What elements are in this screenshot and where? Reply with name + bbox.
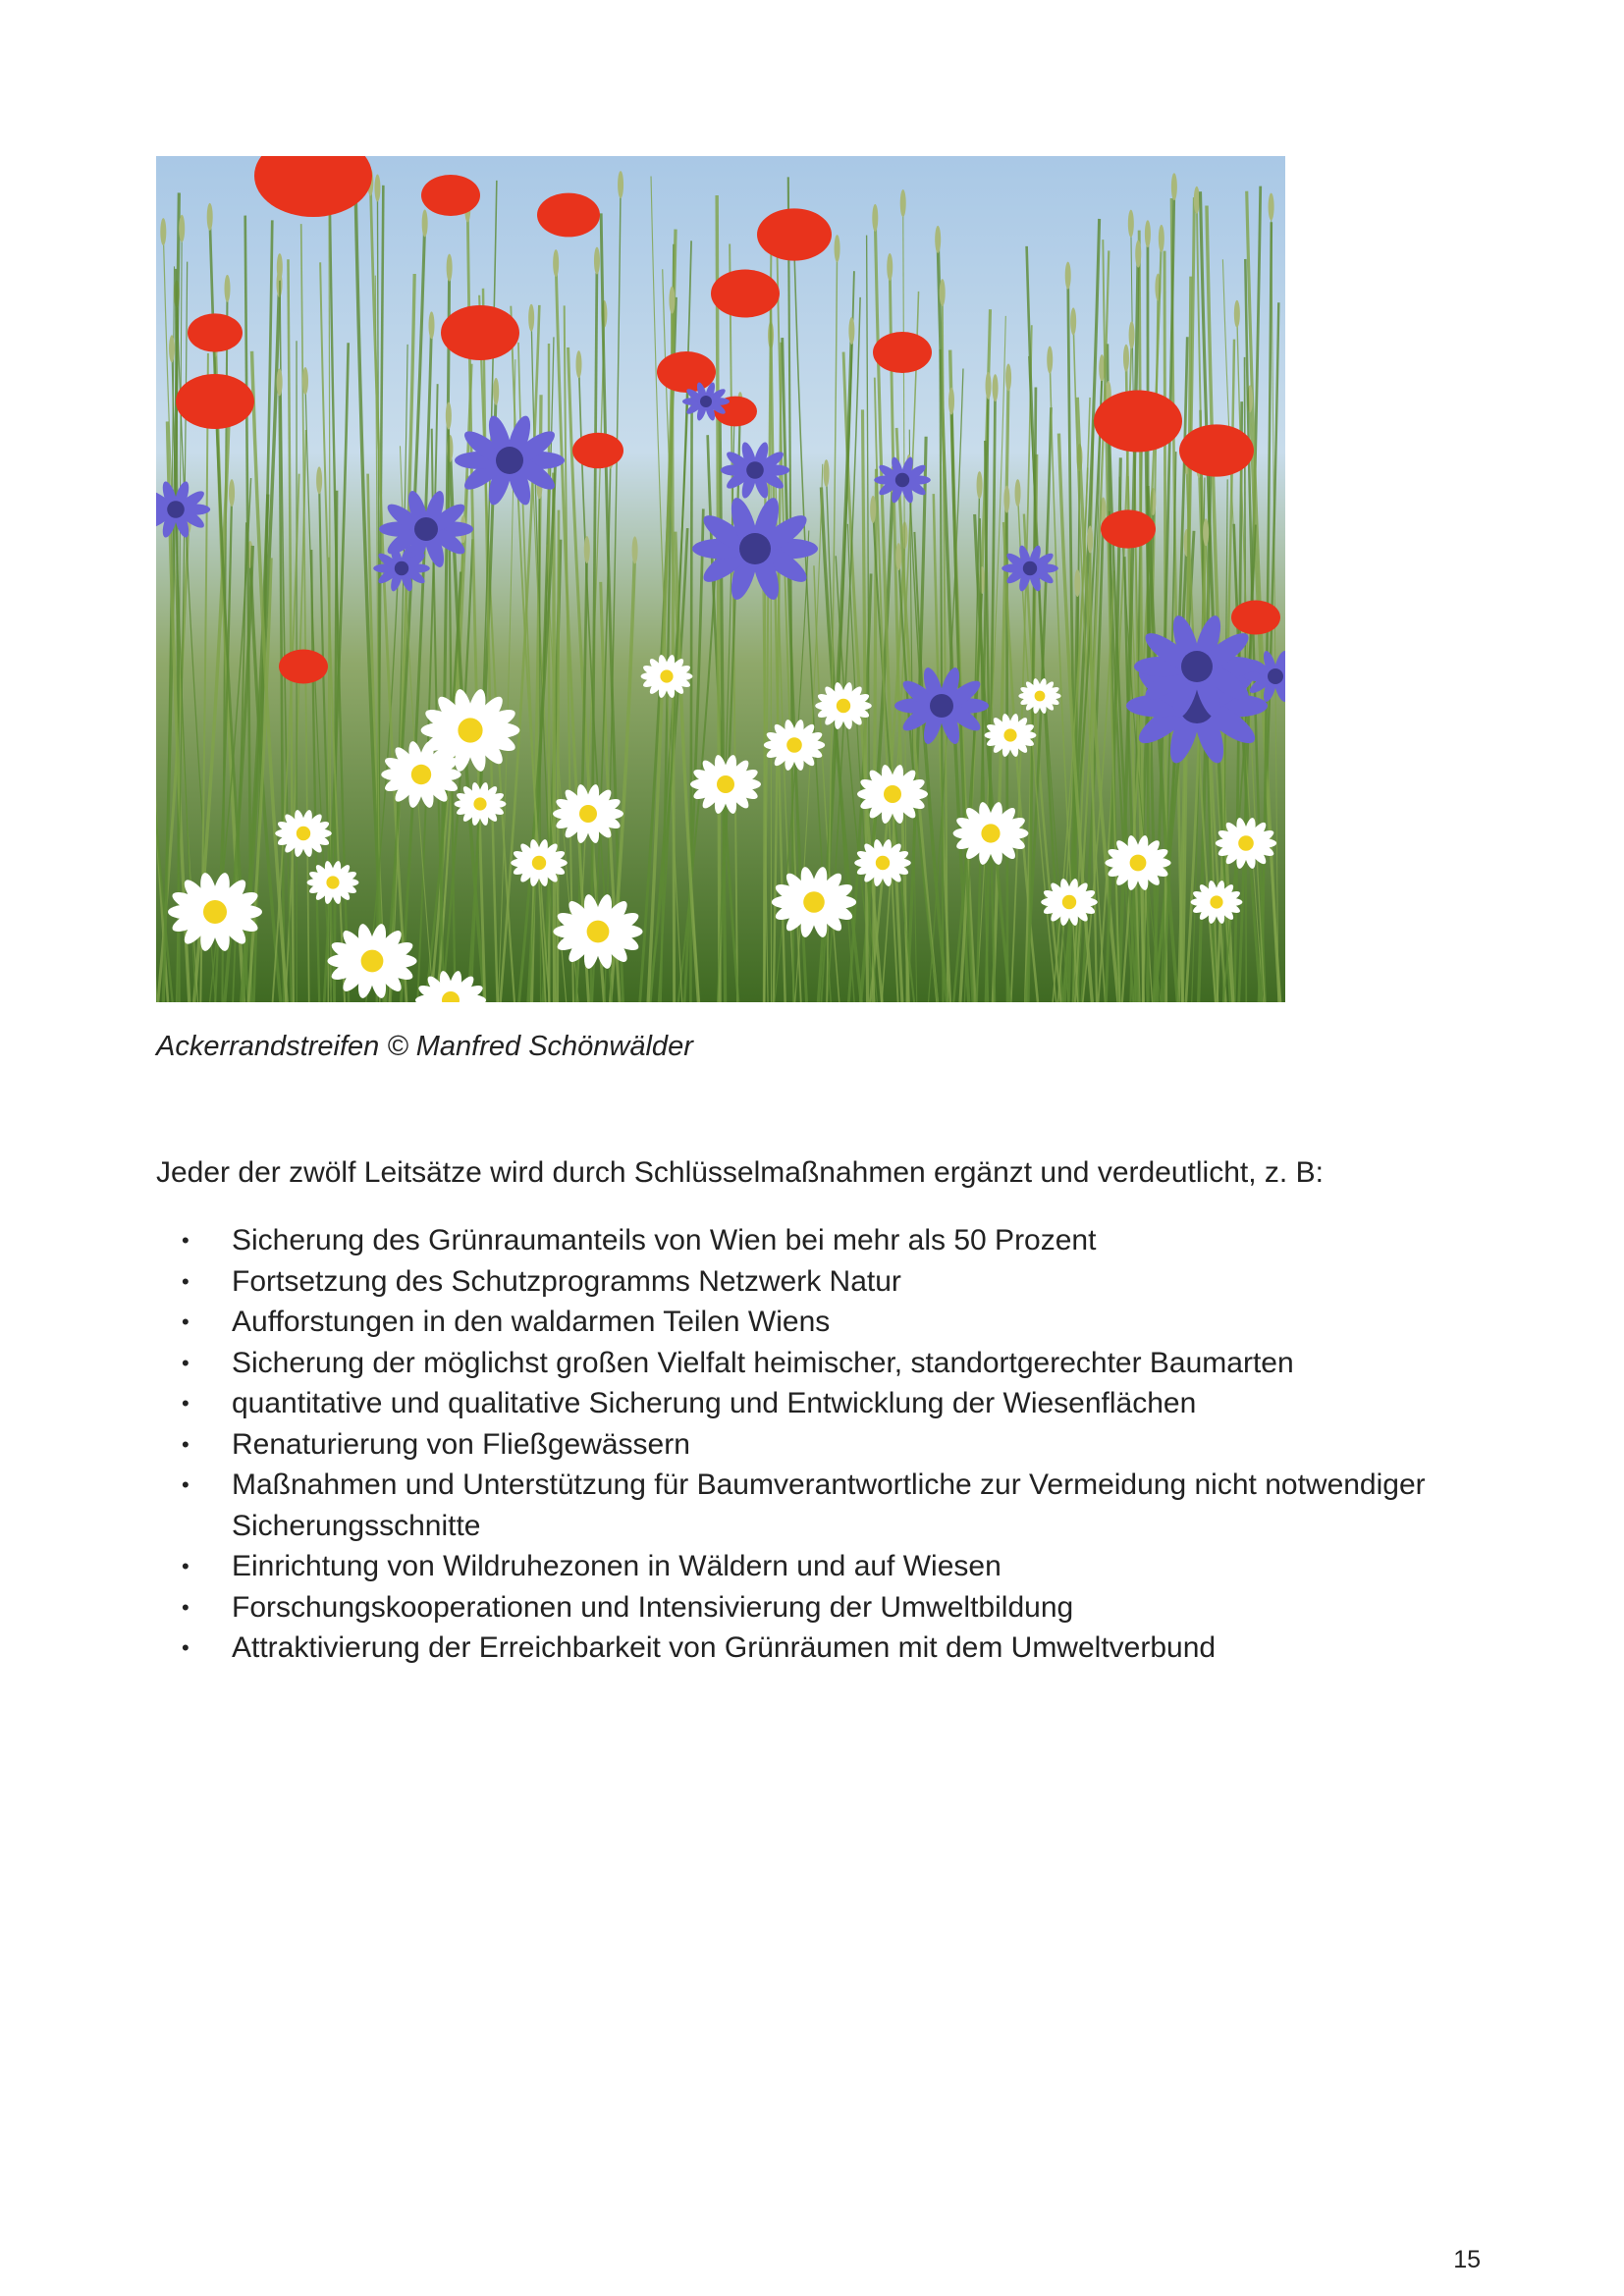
list-item — [156, 1302, 1482, 1343]
grass-ear — [835, 235, 840, 262]
figure-caption: Ackerrandstreifen © Manfred Schönwälder — [156, 1031, 693, 1062]
grass-ear — [1171, 173, 1177, 200]
grass-ear — [669, 287, 675, 314]
poppy-flower — [1094, 391, 1182, 453]
bullet-icon: • — [182, 1268, 189, 1294]
grass-ear — [1129, 321, 1135, 348]
poppy-flower — [441, 305, 519, 360]
grass-ear — [1005, 364, 1011, 392]
bullet-icon: • — [182, 1594, 189, 1620]
list-item-text: Forschungskooperationen und Intensivierung der Umweltbildung — [232, 1590, 1074, 1624]
grass-ear — [977, 471, 983, 499]
grass-ear — [1203, 518, 1209, 546]
list-item-text: Attraktivierung der Erreichbarkeit von Grünräumen mit dem Umweltverbund — [232, 1631, 1217, 1664]
grass-ear — [870, 496, 876, 523]
bullet-icon: • — [182, 1472, 189, 1497]
list-item-text: Renaturierung von Fließgewässern — [232, 1427, 690, 1461]
grass-ear — [179, 215, 185, 242]
grass-ear — [872, 204, 878, 232]
grass-ear — [1194, 187, 1200, 214]
grass-ear — [446, 402, 452, 430]
grass-ear — [374, 175, 380, 202]
grass-ear — [1135, 240, 1141, 268]
grass-ear — [1074, 569, 1080, 597]
grass-ear — [1015, 479, 1021, 507]
poppy-flower — [572, 433, 623, 468]
grass-ear — [1159, 225, 1164, 252]
poppy-flower — [1101, 509, 1156, 548]
grass-ear — [618, 171, 623, 198]
bullet-icon: • — [182, 1228, 189, 1253]
grass-ear — [1128, 210, 1134, 238]
list-item — [156, 1383, 1482, 1424]
grass-ear — [848, 317, 854, 345]
poppy-flower — [279, 650, 328, 684]
grass-ear — [632, 536, 638, 563]
list-item-text: Fortsetzung des Schutzprogramms Netzwerk Natur — [232, 1264, 901, 1298]
list-item-text: Einrichtung von Wildruhezonen in Wäldern und auf Wiesen — [232, 1550, 1001, 1582]
meadow-photo — [156, 156, 1285, 1002]
grass-ear — [993, 374, 999, 401]
list-item — [156, 1465, 1482, 1546]
poppy-flower — [711, 270, 780, 318]
list-item-text: Sicherung der möglichst großen Vielfalt heimischer, standortgerechter Baumarten — [232, 1346, 1294, 1379]
list-item — [156, 1587, 1482, 1629]
grass-ear — [302, 367, 308, 395]
grass-blade — [554, 473, 555, 1002]
list-item-text: Maßnahmen und Unterstützung für Baumverantwortliche zur Vermeidung nicht notwendiger Sicherungsschnitte — [232, 1468, 1426, 1542]
bullet-icon: • — [182, 1635, 189, 1660]
grass-ear — [1070, 307, 1076, 335]
grass-ear — [824, 459, 830, 487]
grass-ear — [940, 279, 946, 306]
poppy-flower — [421, 175, 480, 216]
list-item — [156, 1628, 1482, 1669]
list-item — [156, 1424, 1482, 1466]
list-item-text: quantitative und qualitative Sicherung und Entwicklung der Wiesenflächen — [232, 1387, 1197, 1419]
grass-ear — [225, 275, 231, 302]
grass-ear — [1234, 300, 1240, 328]
bullet-icon: • — [182, 1391, 189, 1415]
grass-ear — [528, 304, 534, 332]
poppy-flower — [537, 193, 600, 238]
bullet-icon: • — [182, 1350, 189, 1375]
grass-ear — [277, 368, 283, 396]
grass-ear — [422, 209, 428, 237]
list-item — [156, 1343, 1482, 1384]
grass-ear — [1087, 526, 1093, 554]
list-item — [156, 1261, 1482, 1303]
list-item-text: Sicherung des Grünraumanteils von Wien bei mehr als 50 Prozent — [232, 1224, 1097, 1256]
poppy-flower — [657, 351, 716, 393]
grass-ear — [277, 253, 283, 281]
grass-ear — [447, 254, 453, 282]
grass-ear — [1003, 486, 1009, 513]
grass-ear — [584, 536, 590, 563]
grass-ear — [160, 218, 166, 245]
grass-ear — [986, 372, 992, 400]
grass-ear — [493, 378, 499, 405]
grass-ear — [1145, 220, 1151, 247]
grass-ear — [207, 203, 213, 231]
page-number: 15 — [1453, 2246, 1481, 2273]
grass-ear — [1269, 193, 1274, 221]
poppy-flower — [1179, 424, 1254, 476]
grass-ear — [316, 466, 322, 494]
list-item — [156, 1220, 1482, 1261]
poppy-flower — [1231, 601, 1280, 635]
grass-ear — [948, 388, 954, 415]
poppy-flower — [188, 313, 243, 351]
bullet-icon: • — [182, 1554, 189, 1578]
bullet-icon: • — [182, 1431, 189, 1457]
grass-ear — [576, 350, 582, 378]
list-item — [156, 1546, 1482, 1587]
bullet-icon: • — [182, 1309, 189, 1334]
poppy-flower — [176, 374, 254, 429]
grass-ear — [429, 311, 435, 339]
grass-ear — [1047, 347, 1053, 374]
grass-ear — [935, 226, 941, 253]
grass-ear — [1065, 262, 1071, 290]
grass-ear — [900, 189, 906, 217]
grass-ear — [169, 335, 175, 362]
grass-ear — [1123, 345, 1129, 372]
grass-ear — [895, 543, 901, 570]
list-item-text: Aufforstungen in den waldarmen Teilen Wiens — [232, 1306, 831, 1338]
intro-paragraph: Jeder der zwölf Leitsätze wird durch Schlüsselmaßnahmen ergänzt und verdeutlicht, z. B: — [156, 1156, 1324, 1189]
grass-ear — [229, 479, 235, 507]
poppy-flower — [873, 332, 932, 373]
grass-ear — [594, 247, 600, 275]
grass-ear — [553, 249, 559, 277]
poppy-flower — [757, 208, 832, 260]
grass-ear — [887, 253, 893, 281]
measures-list — [156, 1220, 1482, 1669]
